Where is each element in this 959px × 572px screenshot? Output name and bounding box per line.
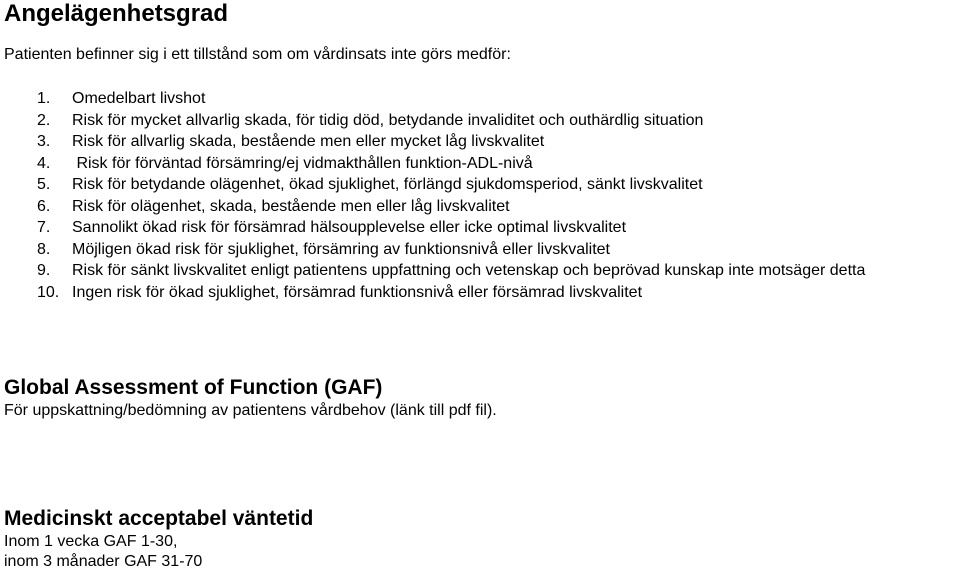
waiting-heading: Medicinskt acceptabel väntetid [4, 507, 314, 530]
list-item-text: Möjligen ökad risk för sjuklighet, försämring av funktionsnivå eller livskvalitet [72, 240, 610, 258]
severity-intro: Patienten befinner sig i ett tillstånd som om vårdinsats inte görs medför: [4, 46, 511, 63]
list-item-number: 5. [37, 176, 51, 193]
list-item-number: 9. [37, 262, 51, 279]
list-item-text: Risk för betydande olägenhet, ökad sjuklighet, förlängd sjukdomsperiod, sänkt livskvalitet [72, 176, 703, 193]
list-item-text: Ingen risk för ökad sjuklighet, försämrad funktionsnivå eller försämrad livskvalitet [72, 283, 643, 301]
list-item-number: 4. [37, 154, 51, 172]
list-item-text: Sannolikt ökad risk för försämrad hälsoupplevelse eller icke optimal livskvalitet [72, 219, 627, 236]
list-item-number: 8. [37, 240, 51, 258]
list-item-number: 2. [37, 111, 51, 129]
severity-heading: Angelägenhetsgrad [4, 0, 229, 27]
list-item-number: 6. [37, 197, 51, 215]
list-item-text: Risk för sänkt livskvalitet enligt patientens uppfattning och vetenskap och beprövad kunskap inte motsäger detta [72, 262, 866, 279]
list-item-number: 1. [37, 90, 51, 107]
list-item-text: Risk för allvarlig skada, bestående men eller mycket låg livskvalitet [72, 133, 545, 150]
list-item-text: Omedelbart livshot [72, 90, 206, 107]
waiting-line-2: inom 3 månader GAF 31-70 [4, 553, 203, 570]
list-item-text: Risk för förväntad försämring/ej vidmakthållen funktion-ADL-nivå [72, 154, 533, 172]
list-item-number: 3. [37, 133, 51, 150]
list-item-text: Risk för mycket allvarlig skada, för tidig död, betydande invaliditet och outhärdlig situation [72, 111, 704, 129]
list-item-number: 10. [37, 283, 60, 301]
list-item-text: Risk för olägenhet, skada, bestående men eller låg livskvalitet [72, 197, 510, 215]
gaf-heading: Global Assessment of Function (GAF) [4, 376, 383, 399]
waiting-line-1: Inom 1 vecka GAF 1-30, [4, 533, 178, 550]
list-item-number: 7. [37, 219, 51, 236]
gaf-description: För uppskattning/bedömning av patientens vårdbehov (länk till pdf fil). [4, 402, 497, 419]
